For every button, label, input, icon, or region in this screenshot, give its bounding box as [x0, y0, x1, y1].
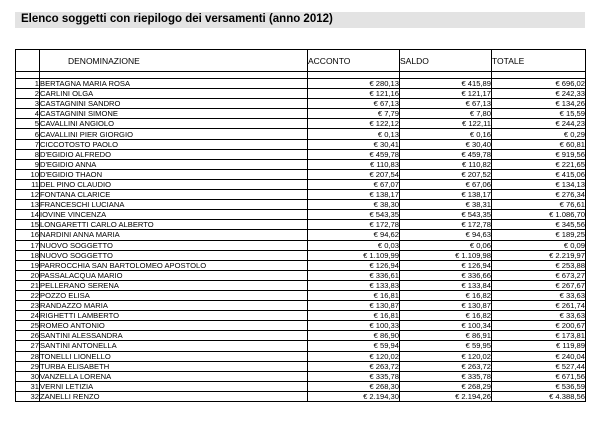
col-header-acconto: ACCONTO: [308, 50, 400, 72]
row-number: 17: [16, 240, 40, 250]
row-totale: € 60,81: [492, 139, 586, 149]
row-saldo: € 59,95: [400, 341, 492, 351]
row-number: 15: [16, 220, 40, 230]
table-row: [16, 301, 586, 311]
row-name: CICCOTOSTO PAOLO: [40, 139, 308, 149]
table-row: [16, 361, 586, 371]
table-row: [16, 341, 586, 351]
row-saldo: € 86,91: [400, 331, 492, 341]
row-saldo: € 67,06: [400, 179, 492, 189]
row-number: 3: [16, 99, 40, 109]
row-number: 12: [16, 190, 40, 200]
row-saldo: € 130,87: [400, 301, 492, 311]
row-acconto: € 59,94: [308, 341, 400, 351]
table-row: [16, 250, 586, 260]
row-totale: € 134,26: [492, 99, 586, 109]
row-number: 30: [16, 371, 40, 381]
row-acconto: € 16,81: [308, 311, 400, 321]
row-acconto: € 16,81: [308, 290, 400, 300]
col-header-name: DENOMINAZIONE: [40, 50, 308, 72]
table-row: [16, 391, 586, 401]
row-name: NARDINI ANNA MARIA: [40, 230, 308, 240]
row-totale: € 200,67: [492, 321, 586, 331]
row-name: D'EGIDIO ALFREDO: [40, 149, 308, 159]
row-number: 24: [16, 311, 40, 321]
row-acconto: € 110,83: [308, 159, 400, 169]
row-acconto: € 268,30: [308, 381, 400, 391]
row-name: PELLERANO SERENA: [40, 280, 308, 290]
row-acconto: € 30,41: [308, 139, 400, 149]
row-saldo: € 16,82: [400, 290, 492, 300]
row-saldo: € 16,82: [400, 311, 492, 321]
row-name: DEL PINO CLAUDIO: [40, 179, 308, 189]
row-number: 4: [16, 109, 40, 119]
row-saldo: € 415,89: [400, 79, 492, 89]
row-number: 19: [16, 260, 40, 270]
row-saldo: € 122,11: [400, 119, 492, 129]
table-row: [16, 220, 586, 230]
row-number: 22: [16, 290, 40, 300]
row-name: PARROCCHIA SAN BARTOLOMEO APOSTOLO: [40, 260, 308, 270]
row-saldo: € 100,34: [400, 321, 492, 331]
row-saldo: € 335,78: [400, 371, 492, 381]
row-totale: € 267,67: [492, 280, 586, 290]
row-totale: € 33,63: [492, 290, 586, 300]
row-acconto: € 543,35: [308, 210, 400, 220]
row-name: BERTAGNA MARIA ROSA: [40, 79, 308, 89]
row-totale: € 261,74: [492, 301, 586, 311]
table-row: [16, 210, 586, 220]
row-saldo: € 67,13: [400, 99, 492, 109]
row-totale: € 0,09: [492, 240, 586, 250]
row-number: 7: [16, 139, 40, 149]
col-header-num: [16, 50, 40, 72]
table-row: [16, 109, 586, 119]
row-saldo: € 0,06: [400, 240, 492, 250]
row-number: 26: [16, 331, 40, 341]
row-name: ZANELLI RENZO: [40, 391, 308, 401]
row-name: NUOVO SOGGETTO: [40, 240, 308, 250]
row-acconto: € 121,16: [308, 89, 400, 99]
row-name: D'EGIDIO THAON: [40, 169, 308, 179]
row-name: SANTINI ANTONELLA: [40, 341, 308, 351]
row-number: 29: [16, 361, 40, 371]
row-acconto: € 86,90: [308, 331, 400, 341]
row-totale: € 4.388,56: [492, 391, 586, 401]
row-number: 23: [16, 301, 40, 311]
row-saldo: € 1.109,98: [400, 250, 492, 260]
row-totale: € 134,13: [492, 179, 586, 189]
row-saldo: € 172,78: [400, 220, 492, 230]
table-row: [16, 321, 586, 331]
row-totale: € 244,23: [492, 119, 586, 129]
row-number: 20: [16, 270, 40, 280]
row-number: 11: [16, 179, 40, 189]
row-name: D'EGIDIO ANNA: [40, 159, 308, 169]
row-name: POZZO ELISA: [40, 290, 308, 300]
table-body: [16, 79, 586, 402]
row-totale: € 536,59: [492, 381, 586, 391]
row-name: RIGHETTI LAMBERTO: [40, 311, 308, 321]
row-totale: € 2.219,97: [492, 250, 586, 260]
row-saldo: € 38,31: [400, 200, 492, 210]
row-name: LONGARETTI CARLO ALBERTO: [40, 220, 308, 230]
row-acconto: € 133,83: [308, 280, 400, 290]
row-name: FRANCESCHI LUCIANA: [40, 200, 308, 210]
row-totale: € 696,02: [492, 79, 586, 89]
row-acconto: € 126,94: [308, 260, 400, 270]
row-number: 10: [16, 169, 40, 179]
row-number: 1: [16, 79, 40, 89]
row-totale: € 673,27: [492, 270, 586, 280]
row-totale: € 242,33: [492, 89, 586, 99]
table-row: [16, 260, 586, 270]
row-totale: € 0,29: [492, 129, 586, 139]
row-totale: € 415,06: [492, 169, 586, 179]
row-name: RANDAZZO MARIA: [40, 301, 308, 311]
row-name: SANTINI ALESSANDRA: [40, 331, 308, 341]
row-saldo: € 336,66: [400, 270, 492, 280]
row-acconto: € 67,13: [308, 99, 400, 109]
row-name: TURBA ELISABETH: [40, 361, 308, 371]
table-row: [16, 129, 586, 139]
table-header-row: [16, 50, 586, 72]
row-acconto: € 263,72: [308, 361, 400, 371]
row-totale: € 15,59: [492, 109, 586, 119]
row-totale: € 76,61: [492, 200, 586, 210]
row-totale: € 671,56: [492, 371, 586, 381]
table-row: [16, 240, 586, 250]
row-saldo: € 0,16: [400, 129, 492, 139]
row-saldo: € 30,40: [400, 139, 492, 149]
row-totale: € 276,34: [492, 190, 586, 200]
row-name: FONTANA CLARICE: [40, 190, 308, 200]
row-saldo: € 263,72: [400, 361, 492, 371]
row-saldo: € 138,17: [400, 190, 492, 200]
row-acconto: € 122,12: [308, 119, 400, 129]
row-acconto: € 67,07: [308, 179, 400, 189]
row-name: CASTAGNINI SIMONE: [40, 109, 308, 119]
row-acconto: € 335,78: [308, 371, 400, 381]
row-totale: € 119,89: [492, 341, 586, 351]
table-row: [16, 190, 586, 200]
row-name: NUOVO SOGGETTO: [40, 250, 308, 260]
table-row: [16, 270, 586, 280]
row-totale: € 173,81: [492, 331, 586, 341]
table-row: [16, 280, 586, 290]
row-name: CARLINI OLGA: [40, 89, 308, 99]
row-totale: € 240,04: [492, 351, 586, 361]
row-number: 28: [16, 351, 40, 361]
table-row: [16, 230, 586, 240]
row-saldo: € 207,52: [400, 169, 492, 179]
row-acconto: € 459,78: [308, 149, 400, 159]
row-number: 13: [16, 200, 40, 210]
row-acconto: € 100,33: [308, 321, 400, 331]
col-header-totale: TOTALE: [492, 50, 586, 72]
row-saldo: € 121,17: [400, 89, 492, 99]
row-totale: € 221,65: [492, 159, 586, 169]
row-saldo: € 2.194,26: [400, 391, 492, 401]
row-saldo: € 133,84: [400, 280, 492, 290]
row-name: CASTAGNINI SANDRO: [40, 99, 308, 109]
row-acconto: € 120,02: [308, 351, 400, 361]
table-row: [16, 200, 586, 210]
table-row: [16, 331, 586, 341]
row-acconto: € 138,17: [308, 190, 400, 200]
row-totale: € 919,56: [492, 149, 586, 159]
table-row: [16, 371, 586, 381]
table-row: [16, 99, 586, 109]
row-acconto: € 172,78: [308, 220, 400, 230]
table-row: [16, 159, 586, 169]
payments-table: [15, 49, 586, 402]
title-bar: [15, 12, 585, 28]
table-row: [16, 381, 586, 391]
row-number: 9: [16, 159, 40, 169]
row-name: TONELLI LIONELLO: [40, 351, 308, 361]
row-saldo: € 94,63: [400, 230, 492, 240]
col-header-saldo: SALDO: [400, 50, 492, 72]
row-saldo: € 7,80: [400, 109, 492, 119]
row-saldo: € 268,29: [400, 381, 492, 391]
row-totale: € 1.086,70: [492, 210, 586, 220]
row-totale: € 345,56: [492, 220, 586, 230]
table-row: [16, 79, 586, 89]
row-acconto: € 7,79: [308, 109, 400, 119]
header-spacer: [16, 72, 586, 79]
row-totale: € 253,88: [492, 260, 586, 270]
row-number: 2: [16, 89, 40, 99]
table-row: [16, 149, 586, 159]
row-acconto: € 0,13: [308, 129, 400, 139]
table-row: [16, 89, 586, 99]
row-number: 16: [16, 230, 40, 240]
row-name: VANZELLA LORENA: [40, 371, 308, 381]
row-name: VERNI LETIZIA: [40, 381, 308, 391]
page-title: Elenco soggetti con riepilogo dei versamenti (anno 2012): [21, 13, 333, 25]
row-acconto: € 207,54: [308, 169, 400, 179]
row-saldo: € 110,82: [400, 159, 492, 169]
row-name: IOVINE VINCENZA: [40, 210, 308, 220]
row-name: CAVALLINI ANGIOLO: [40, 119, 308, 129]
table-row: [16, 169, 586, 179]
row-acconto: € 2.194,30: [308, 391, 400, 401]
row-number: 31: [16, 381, 40, 391]
table-row: [16, 139, 586, 149]
row-number: 6: [16, 129, 40, 139]
row-acconto: € 336,61: [308, 270, 400, 280]
row-number: 18: [16, 250, 40, 260]
row-name: PASSALACQUA MARIO: [40, 270, 308, 280]
row-saldo: € 543,35: [400, 210, 492, 220]
row-number: 8: [16, 149, 40, 159]
row-totale: € 527,44: [492, 361, 586, 371]
table-row: [16, 119, 586, 129]
row-saldo: € 126,94: [400, 260, 492, 270]
row-number: 27: [16, 341, 40, 351]
table-row: [16, 179, 586, 189]
table-row: [16, 290, 586, 300]
table-row: [16, 311, 586, 321]
row-acconto: € 38,30: [308, 200, 400, 210]
row-number: 21: [16, 280, 40, 290]
row-number: 14: [16, 210, 40, 220]
table-row: [16, 351, 586, 361]
row-saldo: € 120,02: [400, 351, 492, 361]
row-saldo: € 459,78: [400, 149, 492, 159]
row-acconto: € 280,13: [308, 79, 400, 89]
row-number: 32: [16, 391, 40, 401]
row-acconto: € 94,62: [308, 230, 400, 240]
row-totale: € 189,25: [492, 230, 586, 240]
row-name: ROMEO ANTONIO: [40, 321, 308, 331]
row-name: CAVALLINI PIER GIORGIO: [40, 129, 308, 139]
row-acconto: € 130,87: [308, 301, 400, 311]
row-number: 5: [16, 119, 40, 129]
row-acconto: € 0,03: [308, 240, 400, 250]
row-totale: € 33,63: [492, 311, 586, 321]
row-number: 25: [16, 321, 40, 331]
row-acconto: € 1.109,99: [308, 250, 400, 260]
